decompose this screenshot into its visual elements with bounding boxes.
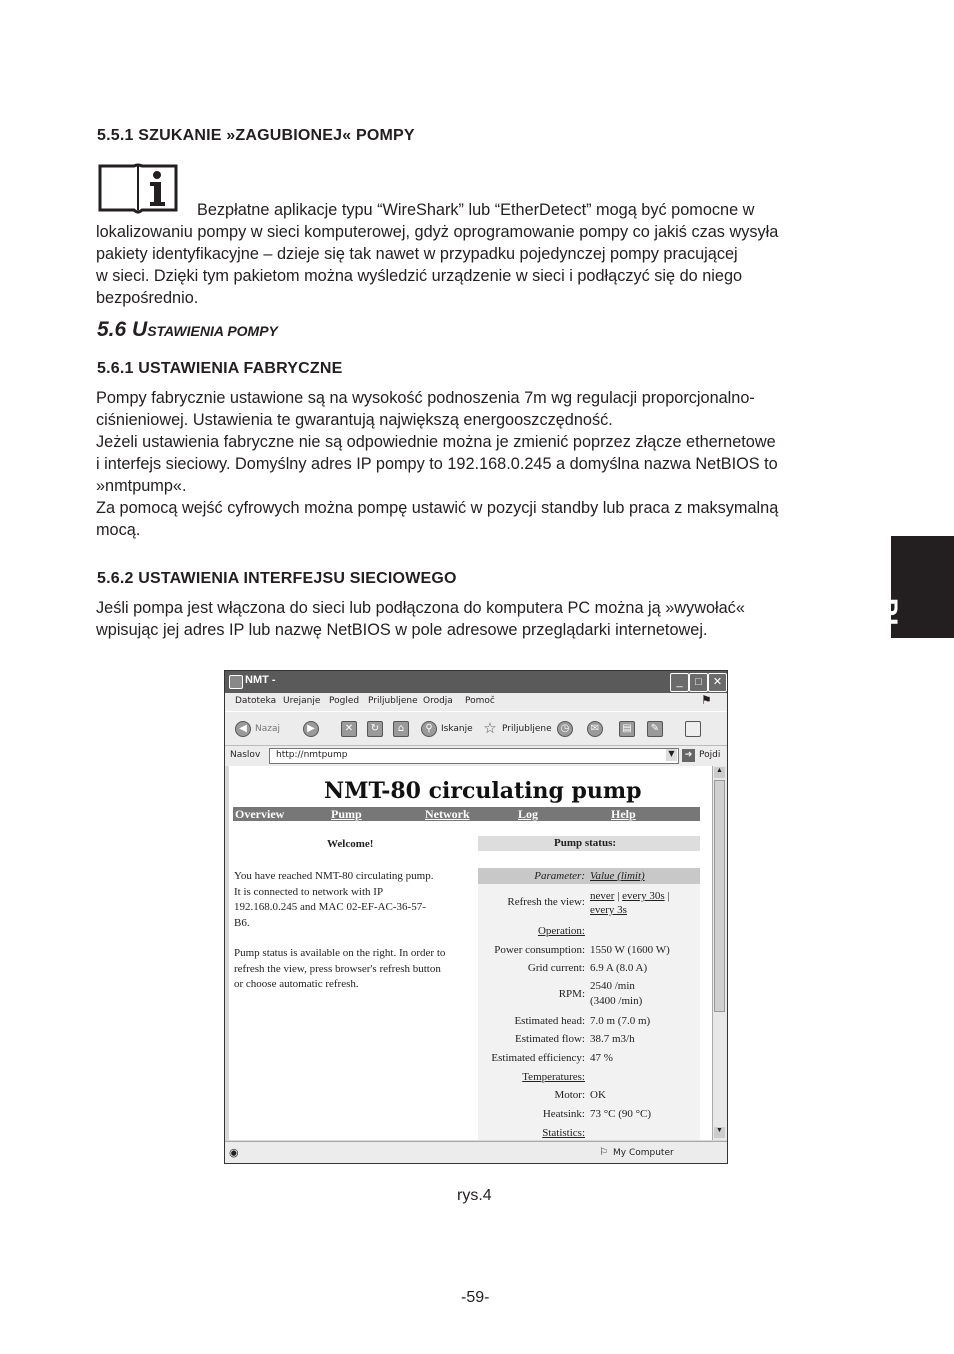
- windows-logo-icon: ⚑: [701, 693, 712, 707]
- toolbar: [225, 711, 727, 746]
- nav-overview[interactable]: Overview: [235, 807, 285, 821]
- motor-value: OK: [590, 1089, 606, 1101]
- address-value: http://nmtpump: [276, 750, 348, 760]
- motor-label: Motor:: [554, 1089, 585, 1101]
- status-table: [478, 868, 700, 1140]
- go-arrow-icon[interactable]: ➜: [682, 749, 695, 762]
- grid-value: 6.9 A (8.0 A): [590, 962, 648, 974]
- statistics-section: Statistics:: [542, 1127, 585, 1139]
- heading-5-6-2: 5.6.2 USTAWIENIA INTERFEJSU SIECIOWEGO: [97, 570, 457, 587]
- menu-help[interactable]: Pomoč: [465, 696, 495, 706]
- computer-icon: ⚐: [599, 1147, 608, 1158]
- efficiency-label: Estimated efficiency:: [491, 1052, 585, 1064]
- maximize-button[interactable]: □: [689, 673, 708, 692]
- rpm-label: RPM:: [558, 988, 585, 1000]
- favorites-button-label[interactable]: Priljubljene: [502, 724, 552, 734]
- close-button[interactable]: ✕: [708, 673, 727, 692]
- nav-network[interactable]: Network: [425, 807, 470, 821]
- flow-value: 38.7 m3/h: [590, 1033, 635, 1045]
- help-text: Pump status is available on the right. In order to refresh the view, press browser's refresh button or choose automatic refresh.: [234, 947, 446, 990]
- search-icon[interactable]: ⚲: [421, 721, 437, 737]
- print-icon[interactable]: ▤: [619, 721, 635, 737]
- power-label: Power consumption:: [494, 944, 585, 956]
- heading-5-5-1: 5.5.1 SZUKANIE »ZAGUBIONEJ« POMPY: [97, 127, 415, 144]
- rpm-value: 2540 /min: [590, 980, 635, 992]
- grid-label: Grid current:: [527, 962, 585, 974]
- page-number: -59-: [461, 1289, 490, 1306]
- search-button-label[interactable]: Iskanje: [441, 724, 473, 734]
- address-dropdown-icon[interactable]: ▼: [666, 749, 677, 761]
- refresh-3s-link[interactable]: every 3s: [590, 904, 627, 916]
- refresh-30s-link[interactable]: every 30s: [622, 890, 665, 902]
- head-label: Estimated head:: [514, 1015, 585, 1027]
- refresh-separator: |: [667, 890, 670, 902]
- welcome-heading: Welcome!: [327, 838, 374, 850]
- page-title: NMT-80 circulating pump: [324, 778, 642, 804]
- go-button-label[interactable]: Pojdi: [699, 750, 721, 760]
- home-icon[interactable]: ⌂: [393, 721, 409, 737]
- mail-icon[interactable]: ✉: [587, 721, 603, 737]
- nav-pump[interactable]: Pump: [331, 807, 362, 821]
- refresh-separator: |: [617, 890, 620, 902]
- menu-view[interactable]: Pogled: [329, 696, 360, 706]
- temperatures-section: Temperatures:: [522, 1071, 585, 1083]
- status-bar: [225, 1141, 727, 1164]
- language-tab: PL: [891, 536, 954, 638]
- address-label: Naslov: [230, 750, 261, 760]
- web-page: [229, 766, 712, 1140]
- figure-caption: rys.4: [457, 1187, 492, 1204]
- menu-favorites[interactable]: Priljubljene: [368, 696, 418, 706]
- forward-arrow-icon[interactable]: ▶: [303, 721, 319, 737]
- minimize-button[interactable]: _: [670, 673, 689, 692]
- refresh-icon[interactable]: ↻: [367, 721, 383, 737]
- power-value: 1550 W (1600 W): [590, 944, 670, 956]
- browser-screenshot: [224, 670, 728, 1164]
- history-icon[interactable]: ◷: [557, 721, 573, 737]
- favorites-star-icon[interactable]: ☆: [483, 719, 497, 737]
- page-status-icon: ◉: [229, 1146, 239, 1159]
- menu-bar: [225, 693, 727, 711]
- heatsink-value: 73 °C (90 °C): [590, 1108, 652, 1120]
- efficiency-value: 47 %: [590, 1052, 613, 1064]
- nav-help[interactable]: Help: [611, 807, 636, 821]
- address-input[interactable]: [269, 748, 679, 764]
- address-bar: [225, 745, 727, 766]
- pump-status-header: Pump status:: [478, 836, 700, 851]
- col-value: Value (limit): [590, 870, 645, 882]
- scroll-up-icon[interactable]: ▲: [714, 767, 725, 778]
- vertical-scrollbar[interactable]: [712, 766, 727, 1140]
- col-parameter: Parameter:: [534, 870, 585, 882]
- para-5-6-1: Pompy fabrycznie ustawione są na wysokość podnoszenia 7m wg regulacji proporcjonalno- ciśnieniowej. Ustawienia te gwarantują największą energooszczędność. Jeżeli ustawienia fabryczne nie są odpowiednie można je zmienić poprzez złącze ethernetowe i interfejs sieciowy. Domyślny adres IP pompy to 192.168.0.245 a domyślna nazwa NetBIOS to »nmtpump«. Za pomocą wejść cyfrowych można pompę ustawić w pozycji standby lub praca z maksymalną mocą.: [96, 389, 779, 539]
- intro-text: You have reached NMT-80 circulating pump. It is connected to network with IP 192.168.0.245 and MAC 02-EF-AC-36-57- B6.: [234, 870, 434, 929]
- back-arrow-icon[interactable]: ◀: [235, 721, 251, 737]
- zone-label: My Computer: [613, 1148, 674, 1158]
- nav-bar: [233, 807, 700, 821]
- para-5-5-1: Bezpłatne aplikacje typu “WireShark” lub “EtherDetect” mogą być pomocne w lokalizowaniu pompy w sieci komputerowej, gdyż oprogramowanie pompy co jakiś czas wysyła pakiety identyfikacyjne – dzieje się tak nawet w przypadku pojedynczej pompy pracującej w sieci. Dzięki tym pakietom można wyśledzić urządzenie w sieci i podłączyć się do niego bezpośrednio.: [96, 201, 779, 307]
- heading-5-6: 5.6 USTAWIENIA POMPY: [97, 318, 278, 341]
- menu-edit[interactable]: Urejanje: [283, 696, 321, 706]
- window-title: NMT -: [245, 674, 276, 686]
- operation-section: Operation:: [537, 925, 585, 937]
- para-5-6-2: Jeśli pompa jest włączona do sieci lub podłączona do komputera PC można ją »wywołać« wpisując jej adres IP lub nazwę NetBIOS w pole adresowe przeglądarki internetowej.: [96, 599, 745, 639]
- menu-tools[interactable]: Orodja: [423, 696, 453, 706]
- scroll-thumb[interactable]: [714, 780, 725, 1012]
- ie-icon: [229, 675, 243, 689]
- title-bar: [225, 671, 727, 693]
- table-header: [478, 868, 700, 884]
- rpm-limit: (3400 /min): [590, 995, 643, 1007]
- edit-icon[interactable]: ✎: [647, 721, 663, 737]
- refresh-label: Refresh the view:: [507, 896, 585, 908]
- menu-file[interactable]: Datoteka: [235, 696, 277, 706]
- refresh-never-link[interactable]: never: [590, 890, 615, 902]
- flow-label: Estimated flow:: [515, 1033, 585, 1045]
- discuss-icon[interactable]: [685, 721, 701, 737]
- scroll-down-icon[interactable]: ▼: [714, 1127, 725, 1138]
- heatsink-label: Heatsink:: [542, 1108, 585, 1120]
- back-button-label[interactable]: Nazaj: [255, 724, 280, 734]
- stop-icon[interactable]: ✕: [341, 721, 357, 737]
- heading-5-6-1: 5.6.1 USTAWIENIA FABRYCZNE: [97, 360, 343, 377]
- head-value: 7.0 m (7.0 m): [590, 1015, 651, 1027]
- nav-log[interactable]: Log: [518, 807, 539, 821]
